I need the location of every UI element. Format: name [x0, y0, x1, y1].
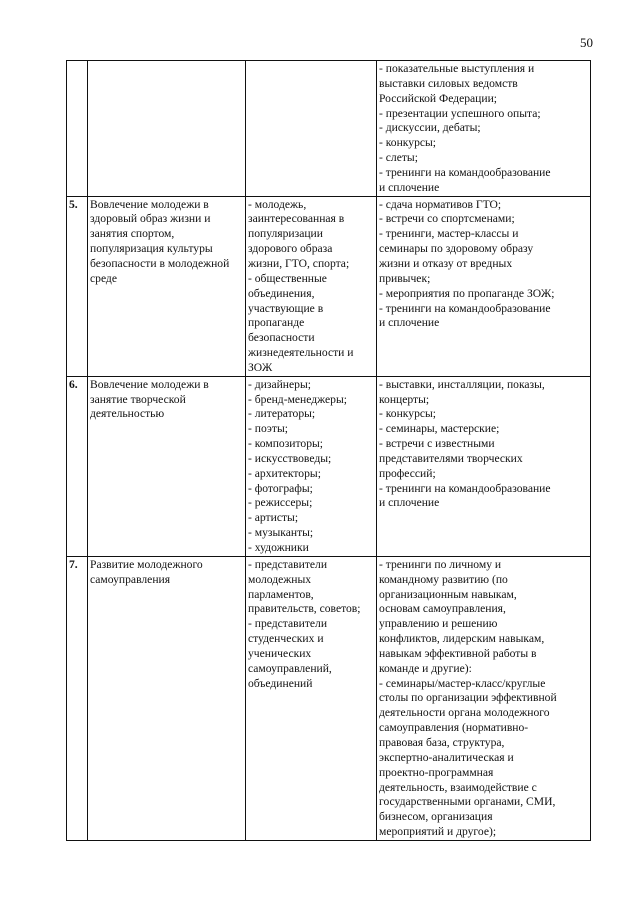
cell-text-line: здоровый образ жизни и — [90, 212, 211, 226]
table-body — [67, 61, 591, 841]
row-number — [67, 61, 88, 197]
cell-text-line: Российской Федерации; — [379, 91, 498, 105]
cell-text-line: деятельности органа молодежного — [379, 706, 550, 720]
participants-cell — [246, 61, 377, 197]
forms-cell — [377, 376, 591, 556]
cell-text-line: - поэты; — [248, 422, 288, 436]
table-row — [67, 196, 591, 376]
forms-cell — [377, 556, 591, 840]
cell-text-line: - слеты; — [379, 151, 418, 165]
row-number-text: 5. — [69, 197, 78, 211]
cell-text-line: - тренинги на командообразование — [379, 301, 551, 315]
row-number-text: 7. — [69, 557, 78, 571]
cell-text-line: безопасности — [248, 331, 315, 345]
cell-text-line: - тренинги, мастер-классы и — [379, 227, 519, 241]
cell-text-line: - показательные выступления и — [379, 62, 535, 75]
cell-text-line: - дизайнеры; — [248, 377, 311, 391]
cell-text-line: самоуправления (нормативно- — [379, 721, 529, 735]
cell-text-line: занятия спортом, — [90, 227, 175, 241]
cell-text-line: - архитекторы; — [248, 466, 321, 480]
cell-text-line: парламентов, — [248, 587, 314, 601]
cell-text-line: - артисты; — [248, 511, 299, 525]
cell-text-line: - музыканты; — [248, 526, 314, 540]
cell-text-line: ЗОЖ — [248, 360, 273, 374]
cell-text-line: - сдача нормативов ГТО; — [379, 197, 502, 211]
cell-text-line: проектно-программная — [379, 765, 494, 779]
cell-text-line: - искусствоведы; — [248, 451, 332, 465]
cell-text-line: - конкурсы; — [379, 136, 437, 150]
cell-text-line: - семинары/мастер-класс/круглые — [379, 676, 546, 690]
cell-text-line: концерты; — [379, 392, 430, 406]
cell-text-line: - литераторы; — [248, 407, 316, 421]
cell-text-line: столы по организации эффективной — [379, 691, 557, 705]
direction-cell — [88, 376, 246, 556]
cell-text-line: - фотографы; — [248, 481, 313, 495]
cell-text-line: - семинары, мастерские; — [379, 422, 500, 436]
cell-text-line: самоуправлений, — [248, 661, 332, 675]
cell-text-line: профессий; — [379, 466, 436, 480]
cell-text-line: Вовлечение молодежи в — [90, 377, 209, 391]
cell-text-line: безопасности в молодежной — [90, 256, 230, 270]
cell-text-line: правовая база, структура, — [379, 735, 505, 749]
direction-cell — [88, 61, 246, 197]
cell-text-line: жизнедеятельности и — [248, 346, 354, 360]
cell-text-line: - режиссеры; — [248, 496, 313, 510]
cell-text-line: - презентации успешного опыта; — [379, 106, 541, 120]
events-table — [66, 60, 591, 841]
cell-text-line: - тренинги на командообразование — [379, 481, 551, 495]
cell-text-line: деятельностью — [90, 407, 165, 421]
cell-text-line: - конкурсы; — [379, 407, 437, 421]
cell-text-line: Вовлечение молодежи в — [90, 197, 209, 211]
cell-text-line: жизни, ГТО, спорта; — [248, 256, 350, 270]
cell-text-line: участвующие в — [248, 301, 324, 315]
participants-cell — [246, 376, 377, 556]
cell-text-line: и сплочение — [379, 316, 440, 330]
row-number-text: 6. — [69, 377, 78, 391]
cell-text-line: и сплочение — [379, 180, 440, 194]
cell-text-line: - тренинги по личному и — [379, 557, 502, 571]
cell-text-line: командному развитию (по — [379, 572, 508, 586]
cell-text-line: управлению и решению — [379, 617, 498, 631]
cell-text-line: самоуправления — [90, 572, 171, 586]
row-number — [67, 196, 88, 376]
cell-text-line: - общественные — [248, 271, 327, 285]
cell-text-line: основам самоуправления, — [379, 602, 506, 616]
cell-text-line: студенческих и — [248, 632, 324, 646]
row-number — [67, 376, 88, 556]
cell-text-line: деятельность, взаимодействие с — [379, 780, 537, 794]
cell-text-line: заинтересованная в — [248, 212, 345, 226]
direction-cell — [88, 556, 246, 840]
cell-text-line: объединения, — [248, 286, 315, 300]
cell-text-line: мероприятий и другое); — [379, 825, 497, 839]
cell-text-line: семинары по здоровому образу — [379, 242, 534, 256]
cell-text-line: Развитие молодежного — [90, 557, 203, 571]
cell-text-line: - бренд-менеджеры; — [248, 392, 347, 406]
cell-text-line: - представители — [248, 557, 328, 571]
cell-text-line: бизнесом, организация — [379, 810, 493, 824]
direction-cell — [88, 196, 246, 376]
cell-text-line: - дискуссии, дебаты; — [379, 121, 481, 135]
cell-text-line: пропаганде — [248, 316, 305, 330]
cell-text-line: - встречи со спортсменами; — [379, 212, 515, 226]
cell-text-line: - тренинги на командообразование — [379, 165, 551, 179]
row-number — [67, 556, 88, 840]
participants-cell — [246, 556, 377, 840]
cell-text-line: объединений — [248, 676, 313, 690]
cell-text-line: популяризации — [248, 227, 323, 241]
cell-text-line: популяризация культуры — [90, 242, 213, 256]
cell-text-line: здорового образа — [248, 242, 333, 256]
cell-text-line: экспертно-аналитическая и — [379, 750, 514, 764]
cell-text-line: занятие творческой — [90, 392, 186, 406]
cell-text-line: привычек; — [379, 271, 431, 285]
cell-text-line: - выставки, инсталляции, показы, — [379, 377, 545, 391]
cell-text-line: конфликтов, лидерским навыкам, — [379, 632, 545, 646]
cell-text-line: жизни и отказу от вредных — [379, 256, 513, 270]
page-number: 50 — [580, 35, 593, 50]
cell-text-line: и сплочение — [379, 496, 440, 510]
cell-text-line: - встречи с известными — [379, 437, 495, 451]
cell-text-line: организационным навыкам, — [379, 587, 517, 601]
cell-text-line: - молодежь, — [248, 197, 307, 211]
cell-text-line: - мероприятия по пропаганде ЗОЖ; — [379, 286, 555, 300]
table-row — [67, 376, 591, 556]
forms-cell — [377, 61, 591, 197]
cell-text-line: команде и другие): — [379, 661, 472, 675]
cell-text-line: представителями творческих — [379, 451, 523, 465]
cell-text-line: молодежных — [248, 572, 312, 586]
cell-text-line: государственными органами, СМИ, — [379, 795, 556, 809]
cell-text-line: - композиторы; — [248, 437, 324, 451]
table-row — [67, 556, 591, 840]
cell-text-line: - представители — [248, 617, 328, 631]
cell-text-line: - художники — [248, 541, 309, 554]
participants-cell — [246, 196, 377, 376]
forms-cell — [377, 196, 591, 376]
cell-text-line: среде — [90, 271, 117, 285]
cell-text-line: выставки силовых ведомств — [379, 76, 518, 90]
cell-text-line: правительств, советов; — [248, 602, 361, 616]
cell-text-line: ученических — [248, 646, 312, 660]
table-row — [67, 61, 591, 197]
cell-text-line: навыкам эффективной работы в — [379, 646, 537, 660]
